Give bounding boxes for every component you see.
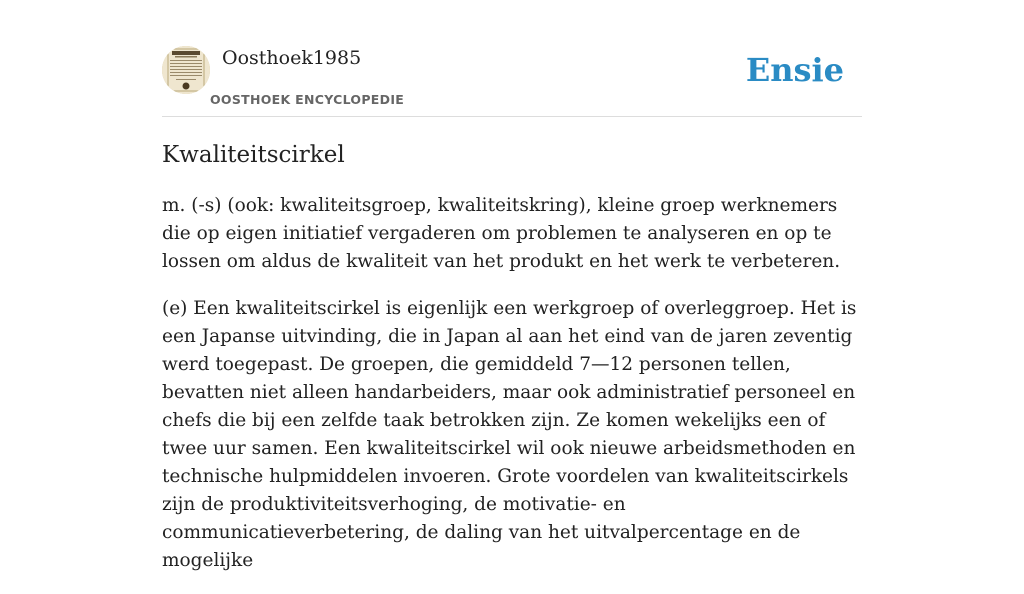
source-name-link[interactable]: Oosthoek1985 <box>222 47 362 69</box>
ensie-logo[interactable]: Ensie <box>745 51 844 89</box>
encyclopedia-certificate-icon <box>162 46 210 94</box>
source-subtitle: OOSTHOEK ENCYCLOPEDIE <box>210 92 405 107</box>
article-paragraph: (e) Een kwaliteitscirkel is eigenlijk een werkgroep of overleggroep. Het is een Japanse uitvinding, die in Japan al aan het eind van de jaren zeventig werd toegepast. De groepen, die gemiddeld 7—12 personen tellen, bevatten niet alleen handarbeiders, maar ook administratief personeel en chefs die bij een zelfde taak betrokken zijn. Ze komen wekelijks een of twee uur samen. Een kwaliteitscirkel wil ook nieuwe arbeidsmethoden en technische hulpmiddelen invoeren. Grote voordelen van kwaliteitscirkels zijn de produktiviteitsverhoging, de motivatie- en communicatieverbetering, de daling van het uitvalpercentage en de mogelijke <box>162 298 857 571</box>
avatar[interactable] <box>162 46 210 94</box>
article-paragraph: m. (-s) (ook: kwaliteitsgroep, kwaliteitskring), kleine groep werknemers die op eigen initiatief vergaderen om problemen te analyseren en op te lossen om aldus de kwaliteit van het produkt en het werk te verbeteren. <box>162 195 841 272</box>
source-header <box>162 44 862 117</box>
article-body <box>162 192 864 594</box>
page-title: Kwaliteitscirkel <box>162 142 345 168</box>
